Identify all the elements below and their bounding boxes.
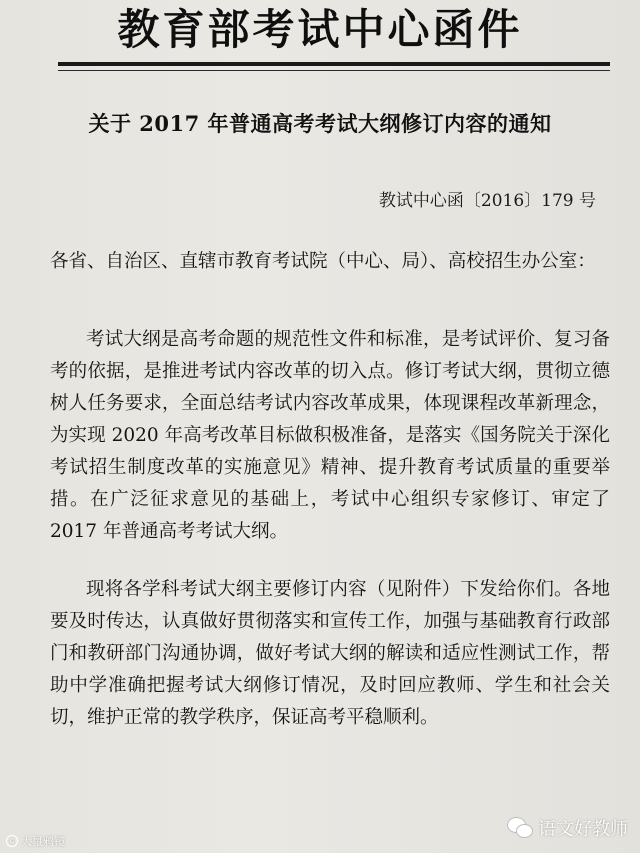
body-paragraph-2: 现将各学科考试大纲主要修订内容（见附件）下发给你们。各地要及时传达，认真做好贯彻落实和宣传工作，加强与基础教育行政部门和教研部门沟通协调，做好考试大纲的解读和适应性测试工作，帮助中学准确把握考试大纲修订情况，及时回应教师、学生和社会关切，维护正常的教学秩序，保证高考平稳顺利。 [50,579,610,728]
document-title: 关于 2017 年普通高考考试大纲修订内容的通知 [88,111,552,136]
watermark-right [507,815,628,841]
letterhead-title: 教育部考试中心函件 [117,5,523,54]
wechat-icon [507,817,533,839]
watermark-left [6,833,65,849]
letterhead-thick-rule [58,62,610,66]
watermark-left-label: 大鼠鸦镜 [21,835,65,848]
body-paragraph-1: 考试大纲是高考命题的规范性文件和标准，是考试评价、复习备考的依据，是推进考试内容改革的切入点。修订考试大纲，贯彻立德树人任务要求，全面总结考试内容改革成果，体现课程改革新理念，为实现 2020 年高考改革目标做积极准备，是落实《国务院关于深化考试招生制度改革的实施意见》精神、提升教育考试质量的重要举措。在广泛征求意见的基础上，考试中心组织专家修订、审定了 2017 年普通高考考试大纲。 [50,329,610,542]
letterhead-thin-rule [58,70,610,71]
copyright-icon: c [6,835,18,847]
addressee: 各省、自治区、直辖市教育考试院（中心、局）、高校招生办公室： [50,251,596,272]
document-number: 教试中心函〔2016〕179 号 [378,191,596,211]
watermark-right-label: 语文好教师 [538,819,628,840]
